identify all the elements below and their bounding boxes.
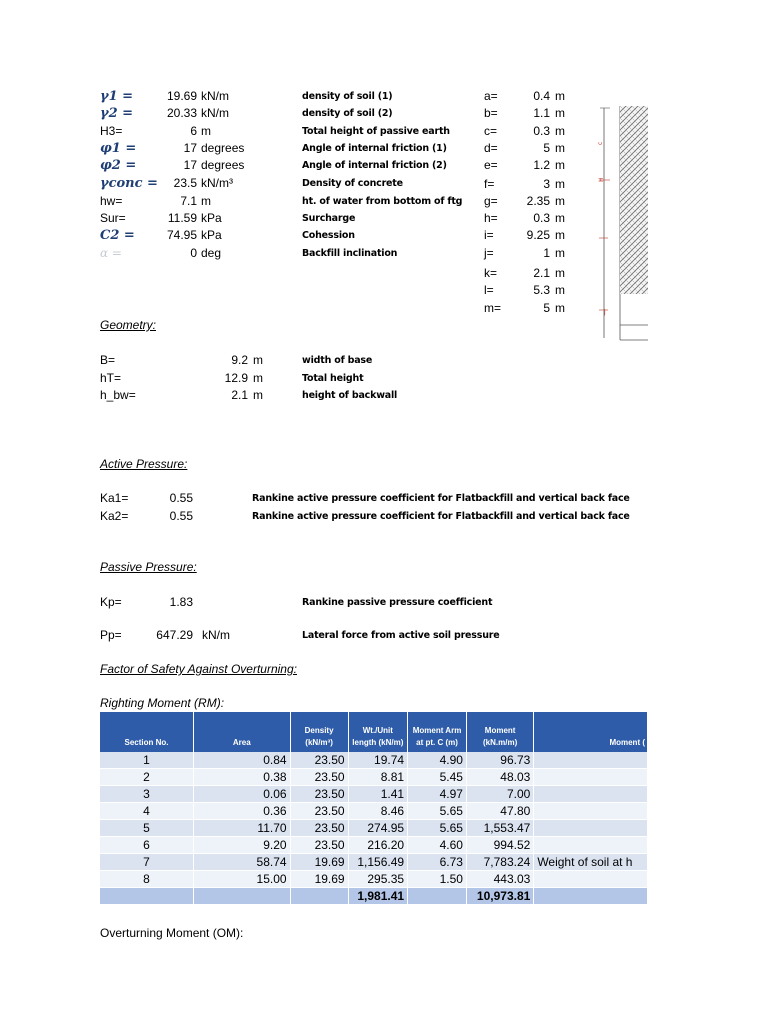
dim-unit: m — [555, 106, 565, 120]
fos-heading: Factor of Safety Against Overturning: — [100, 662, 297, 676]
dim-unit: m — [555, 246, 565, 260]
cell-area: 11.70 — [194, 820, 291, 837]
dim-value: 0.3 — [533, 124, 550, 138]
total-weight: 1,981.41 — [348, 888, 407, 905]
dim-value: 1 — [543, 246, 550, 260]
dim-label: i= — [484, 228, 494, 242]
cell-moment: 7,783.24 — [466, 854, 533, 871]
dim-unit: m — [555, 89, 565, 103]
active-value: 0.55 — [169, 491, 193, 505]
cell-moment-arm: 6.73 — [408, 854, 467, 871]
cell-area — [194, 888, 291, 905]
active-pressure-heading: Active Pressure: — [100, 457, 188, 471]
table-row — [100, 786, 648, 803]
param-description: Total height of passive earth — [302, 126, 450, 137]
dim-label: j= — [484, 246, 494, 260]
dim-label: f= — [484, 177, 495, 191]
table-row — [100, 871, 648, 888]
cell-section — [100, 888, 194, 905]
geometry-label: B= — [100, 353, 116, 367]
dim-unit: m — [555, 141, 565, 155]
param-value: 17 — [183, 158, 197, 172]
cell-density: 19.69 — [290, 854, 348, 871]
cell-weight: 274.95 — [348, 820, 407, 837]
righting-moment-heading: Righting Moment (RM): — [100, 696, 225, 710]
cell-section: 6 — [100, 837, 194, 854]
cell-moment: 47.80 — [466, 803, 533, 820]
cell-density — [290, 888, 348, 905]
param-description: density of soil (1) — [302, 91, 393, 102]
param-unit: kN/m³ — [201, 176, 233, 190]
col-header-moment-note: Moment ( — [534, 712, 648, 752]
pp-label: Pp= — [100, 628, 122, 642]
cell-moment: 1,553.47 — [466, 820, 533, 837]
active-label: Ka2= — [100, 509, 129, 523]
geometry-heading: Geometry: — [100, 318, 157, 332]
cell-area: 0.36 — [194, 803, 291, 820]
table-row — [100, 769, 648, 786]
dim-label: h= — [484, 211, 498, 225]
passive-pressure-heading: Passive Pressure: — [100, 560, 197, 574]
cell-note: Weight of soil at h — [534, 854, 648, 871]
param-description: Angle of internal friction (2) — [302, 160, 447, 171]
dim-value: 0.3 — [533, 211, 550, 225]
dim-value: 3 — [543, 177, 550, 191]
param-unit: m — [201, 194, 211, 208]
active-description: Rankine active pressure coefficient for Flatbackfill and vertical back face — [252, 493, 630, 504]
cell-section: 2 — [100, 769, 194, 786]
table-row — [100, 752, 648, 769]
param-description: Backfill inclination — [302, 248, 398, 259]
param-symbol: φ2 = — [100, 158, 137, 173]
cell-section: 8 — [100, 871, 194, 888]
dim-unit: m — [555, 211, 565, 225]
dim-value: 2.1 — [533, 266, 550, 280]
pp-description: Lateral force from active soil pressure — [302, 630, 500, 641]
dim-label: b= — [484, 106, 498, 120]
dim-value: 2.35 — [526, 194, 550, 208]
dim-label: e= — [484, 158, 498, 172]
cell-section: 7 — [100, 854, 194, 871]
cell-moment: 48.03 — [466, 769, 533, 786]
geometry-description: height of backwall — [302, 390, 398, 401]
param-symbol: Sur= — [100, 211, 126, 225]
table-total-row — [100, 888, 648, 905]
cell-section: 3 — [100, 786, 194, 803]
param-description: Surcharge — [302, 213, 356, 224]
cell-density: 23.50 — [290, 820, 348, 837]
cell-area: 0.84 — [194, 752, 291, 769]
param-unit: kN/m — [201, 106, 229, 120]
table-row — [100, 854, 648, 871]
param-description: Density of concrete — [302, 178, 403, 189]
geometry-unit: m — [253, 353, 263, 367]
param-unit: kPa — [201, 211, 222, 225]
cell-moment-arm: 4.97 — [408, 786, 467, 803]
cell-area: 15.00 — [194, 871, 291, 888]
param-value: 0 — [190, 246, 197, 260]
pp-value: 647.29 — [156, 628, 193, 642]
cell-note — [534, 786, 648, 803]
param-symbol: γ2 = — [100, 106, 134, 121]
cell-note — [534, 888, 648, 905]
cell-density: 19.69 — [290, 871, 348, 888]
param-unit: degrees — [201, 158, 245, 172]
cell-density: 23.50 — [290, 769, 348, 786]
param-description: Angle of internal friction (1) — [302, 143, 447, 154]
cell-moment-arm: 5.65 — [408, 803, 467, 820]
geometry-value: 9.2 — [231, 353, 248, 367]
param-unit: degrees — [201, 141, 245, 155]
dim-unit: m — [555, 177, 565, 191]
param-value: 20.33 — [166, 106, 197, 120]
param-value: 19.69 — [166, 89, 197, 103]
cell-area: 0.38 — [194, 769, 291, 786]
param-value: 74.95 — [166, 228, 197, 242]
dim-unit: m — [555, 228, 565, 242]
cell-note — [534, 803, 648, 820]
param-symbol: γ1 = — [100, 89, 134, 104]
dim-label: c= — [484, 124, 498, 138]
param-symbol: φ1 = — [100, 141, 137, 156]
geometry-value: 12.9 — [224, 371, 248, 385]
geometry-label: h_bw= — [100, 388, 136, 402]
cell-weight: 216.20 — [348, 837, 407, 854]
cell-density: 23.50 — [290, 752, 348, 769]
param-symbol: α = — [100, 246, 122, 260]
geometry-unit: m — [253, 388, 263, 402]
cell-weight: 8.81 — [348, 769, 407, 786]
kp-description: Rankine passive pressure coefficient — [302, 597, 493, 608]
col-header-density: Density (kN/m³) — [290, 712, 348, 752]
param-description: density of soil (2) — [302, 108, 393, 119]
cell-weight: 19.74 — [348, 752, 407, 769]
geometry-label: hT= — [100, 371, 122, 385]
dim-unit: m — [555, 158, 565, 172]
dim-label: g= — [484, 194, 498, 208]
table-row — [100, 837, 648, 854]
dim-value: 1.2 — [533, 158, 550, 172]
dim-value: 1.1 — [533, 106, 550, 120]
col-header-weight: Wt./Unit length (kN/m) — [348, 712, 407, 752]
pp-unit: kN/m — [202, 628, 230, 642]
param-unit: m — [201, 124, 211, 138]
geometry-description: Total height — [302, 373, 364, 384]
cell-moment: 7.00 — [466, 786, 533, 803]
total-moment: 10,973.81 — [466, 888, 533, 905]
cell-area: 58.74 — [194, 854, 291, 871]
cell-note — [534, 752, 648, 769]
cell-moment-arm: 5.45 — [408, 769, 467, 786]
col-header-area: Area — [194, 712, 291, 752]
param-symbol: H3= — [100, 124, 123, 138]
overturning-moment-heading: Overturning Moment (OM): — [100, 926, 244, 940]
param-value: 6 — [190, 124, 197, 138]
cell-note — [534, 871, 648, 888]
dim-label: m= — [484, 301, 502, 315]
cell-moment-arm: 4.90 — [408, 752, 467, 769]
cell-note — [534, 820, 648, 837]
table-row — [100, 803, 648, 820]
col-header-moment: Moment (kN.m/m) — [466, 712, 533, 752]
dim-value: 0.4 — [533, 89, 550, 103]
cell-moment: 443.03 — [466, 871, 533, 888]
param-value: 7.1 — [180, 194, 197, 208]
kp-value: 1.83 — [169, 595, 193, 609]
dim-unit: m — [555, 283, 565, 297]
col-header-moment-arm: Moment Arm at pt. C (m) — [408, 712, 467, 752]
dim-label: l= — [484, 283, 494, 297]
cell-section: 1 — [100, 752, 194, 769]
cell-moment-arm — [408, 888, 467, 905]
cell-moment-arm: 5.65 — [408, 820, 467, 837]
dim-value: 5 — [543, 301, 550, 315]
cell-area: 9.20 — [194, 837, 291, 854]
param-value: 17 — [183, 141, 197, 155]
sketch-label: H — [598, 177, 605, 182]
dim-label: k= — [484, 266, 498, 280]
table-header-row — [100, 712, 648, 752]
cell-density: 23.50 — [290, 837, 348, 854]
dim-value: 9.25 — [526, 228, 550, 242]
param-value: 11.59 — [167, 211, 197, 225]
cell-note — [534, 837, 648, 854]
kp-label: Kp= — [100, 595, 122, 609]
geometry-unit: m — [253, 371, 263, 385]
righting-moment-table — [100, 712, 648, 905]
col-header-section: Section No. — [100, 712, 194, 752]
dim-label: d= — [484, 141, 498, 155]
cell-section: 5 — [100, 820, 194, 837]
dim-unit: m — [555, 194, 565, 208]
geometry-value: 2.1 — [231, 388, 248, 402]
cell-moment-arm: 1.50 — [408, 871, 467, 888]
active-description: Rankine active pressure coefficient for Flatbackfill and vertical back face — [252, 511, 630, 522]
dim-value: 5.3 — [533, 283, 550, 297]
param-symbol: C2 = — [100, 228, 135, 243]
param-unit: kPa — [201, 228, 222, 242]
dim-label: a= — [484, 89, 498, 103]
param-symbol: hw= — [100, 194, 123, 208]
cell-weight: 1.41 — [348, 786, 407, 803]
dim-unit: m — [555, 301, 565, 315]
active-label: Ka1= — [100, 491, 129, 505]
cell-section: 4 — [100, 803, 194, 820]
cell-area: 0.06 — [194, 786, 291, 803]
param-description: Cohession — [302, 230, 355, 241]
dim-unit: m — [555, 266, 565, 280]
cell-note — [534, 769, 648, 786]
cell-weight: 295.35 — [348, 871, 407, 888]
active-value: 0.55 — [169, 509, 193, 523]
sketch-label: c — [597, 141, 604, 145]
param-value: 23.5 — [173, 176, 197, 190]
cell-moment-arm: 4.60 — [408, 837, 467, 854]
dim-unit: m — [555, 124, 565, 138]
table-row — [100, 820, 648, 837]
param-symbol: γconc = — [100, 176, 158, 191]
param-unit: deg — [201, 246, 222, 260]
cell-density: 23.50 — [290, 786, 348, 803]
param-description: ht. of water from bottom of ftg — [302, 196, 463, 207]
cell-weight: 8.46 — [348, 803, 407, 820]
dim-value: 5 — [543, 141, 550, 155]
sketch-label: j — [604, 309, 606, 316]
geometry-description: width of base — [302, 355, 373, 366]
param-unit: kN/m — [201, 89, 229, 103]
cell-weight: 1,156.49 — [348, 854, 407, 871]
cell-moment: 994.52 — [466, 837, 533, 854]
cell-density: 23.50 — [290, 803, 348, 820]
cell-moment: 96.73 — [466, 752, 533, 769]
